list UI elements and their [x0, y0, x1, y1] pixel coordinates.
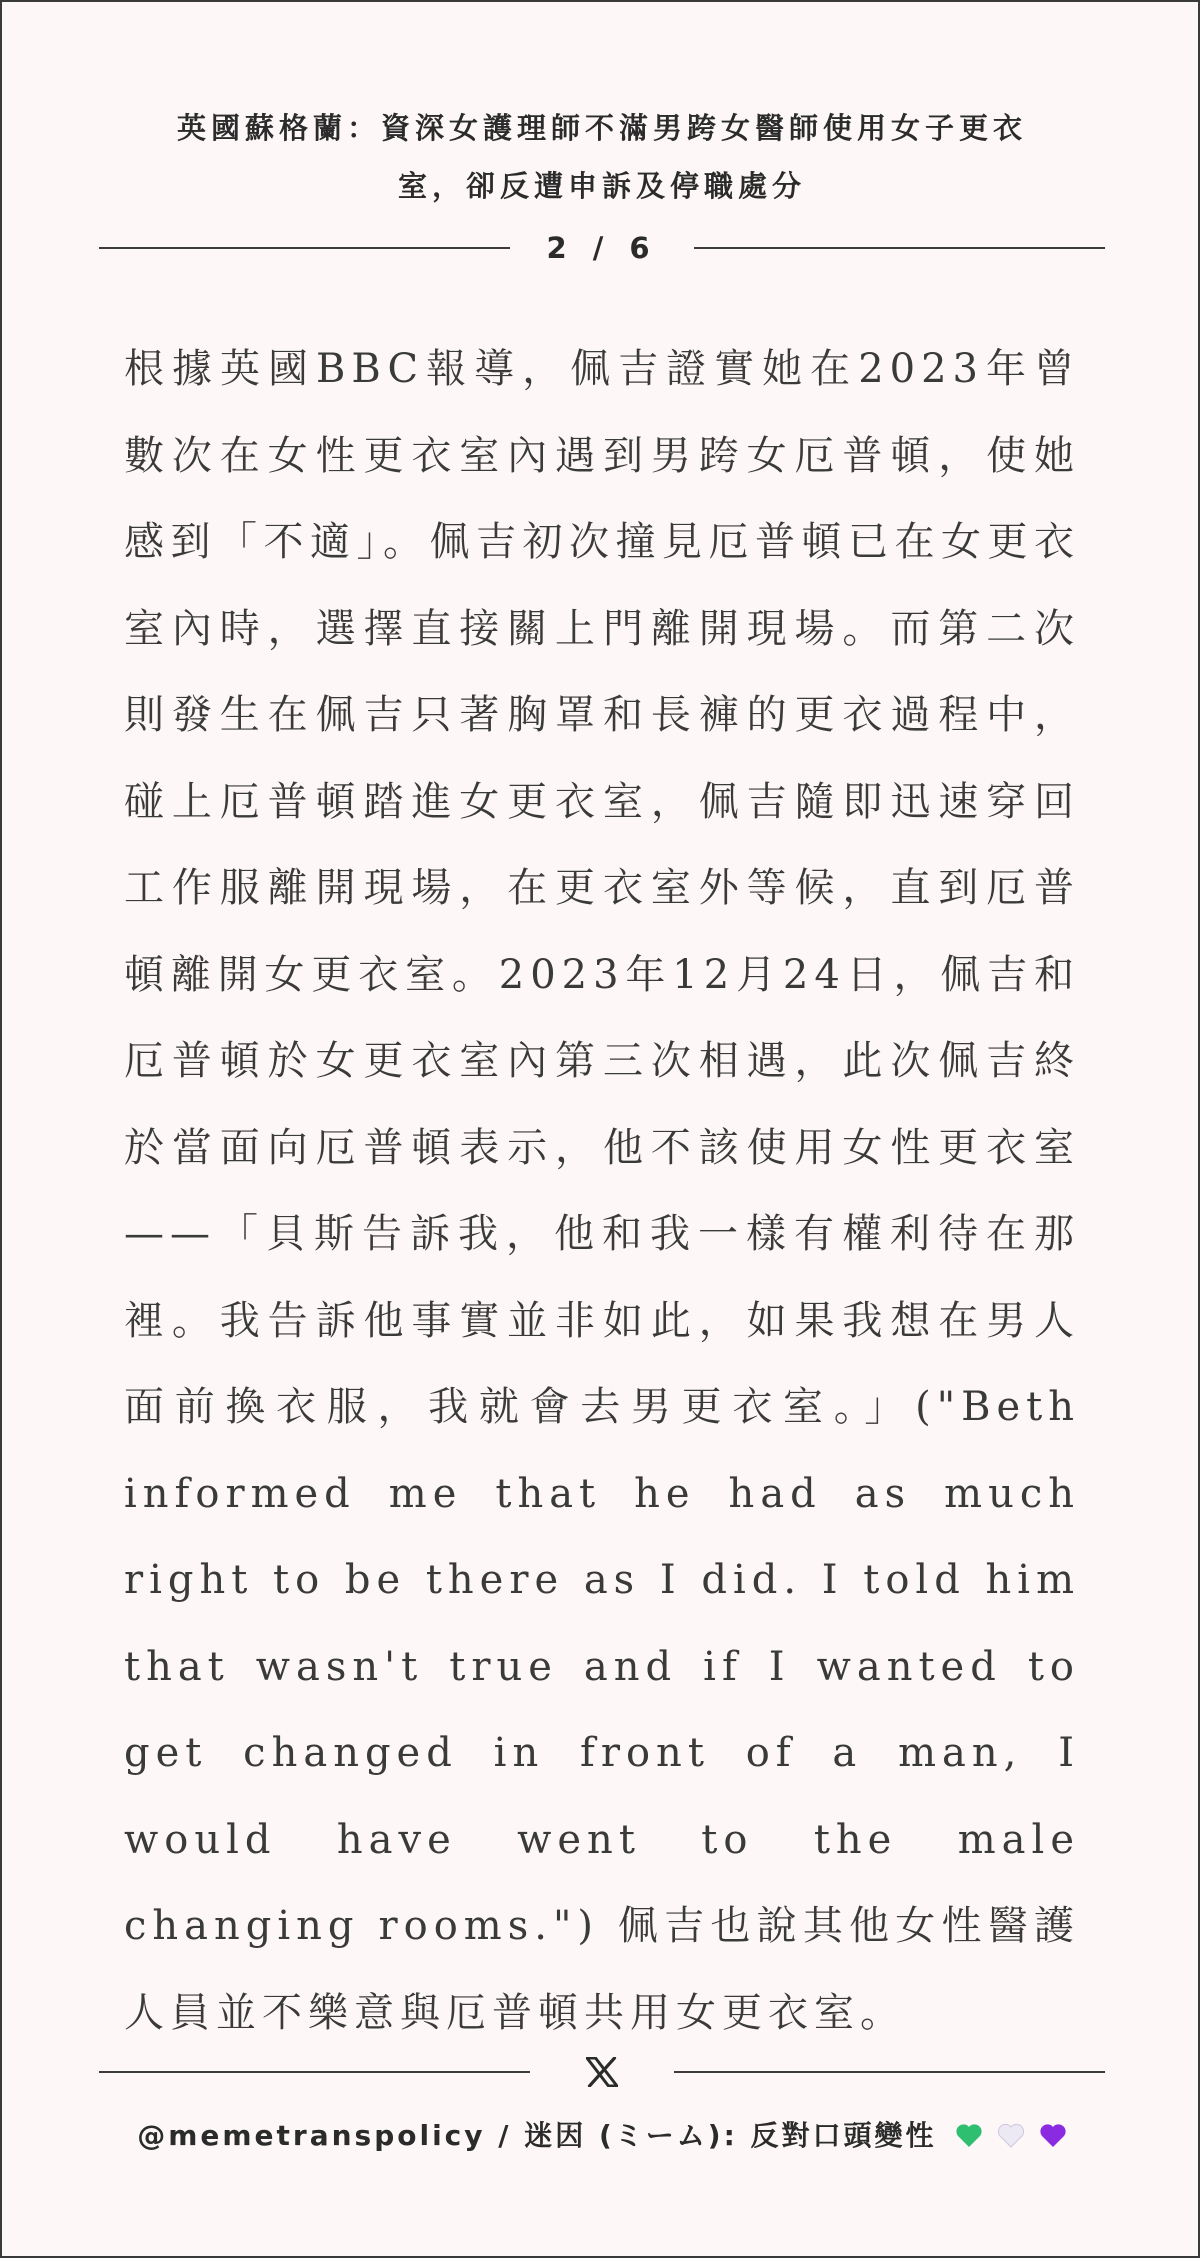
header-divider	[99, 228, 1105, 268]
divider-line-right	[694, 247, 1105, 249]
purple-heart-icon	[1039, 2123, 1067, 2148]
page-indicator: 2 / 6	[546, 231, 658, 265]
divider-line-left	[99, 2071, 530, 2073]
title-line-2: 室，卻反遭申訴及停職處分	[397, 169, 806, 203]
divider-line-right	[674, 2071, 1105, 2073]
white-heart-icon	[997, 2123, 1025, 2148]
footer-handle	[102, 2114, 1102, 2154]
page-title	[102, 99, 1102, 215]
title-line-1: 英國蘇格蘭：資深女護理師不滿男跨女醫師使用女子更衣	[176, 111, 1027, 145]
green-heart-icon	[955, 2123, 983, 2148]
article-body: 根據英國BBC報導，佩吉證實她在2023年曾數次在女性更衣室內遇到男跨女厄普頓，使她感到「不適」。佩吉初次撞見厄普頓已在女更衣室內時，選擇直接關上門離開現場。而第二次則發生在佩吉只著胸罩和長褲的更衣過程中，碰上厄普頓踏進女更衣室，佩吉隨即迅速穿回工作服離開現場，在更衣室外等候，直到厄普頓離開女更衣室。2023年12月24日，佩吉和厄普頓於女更衣室內第三次相遇，此次佩吉終於當面向厄普頓表示，他不該使用女性更衣室——「貝斯告訴我，他和我一樣有權利待在那裡。我告訴他事實並非如此，如果我想在男人面前換衣服，我就會去男更衣室。」("Beth informed me that he had as much right to be there as I did. I told him that wasn't true and if I wanted to get changed in front of a man, I would have went to the male changing rooms.") 佩吉也說其他女性醫護人員並不樂意與厄普頓共用女更衣室。	[124, 346, 1080, 2036]
divider-line-left	[99, 247, 510, 249]
hearts	[949, 2119, 1067, 2152]
handle-text: @memetranspolicy / 迷因 (ミーム): 反對口頭變性	[137, 2119, 937, 2152]
footer-divider	[99, 2052, 1105, 2092]
x-logo-icon	[530, 2057, 674, 2087]
